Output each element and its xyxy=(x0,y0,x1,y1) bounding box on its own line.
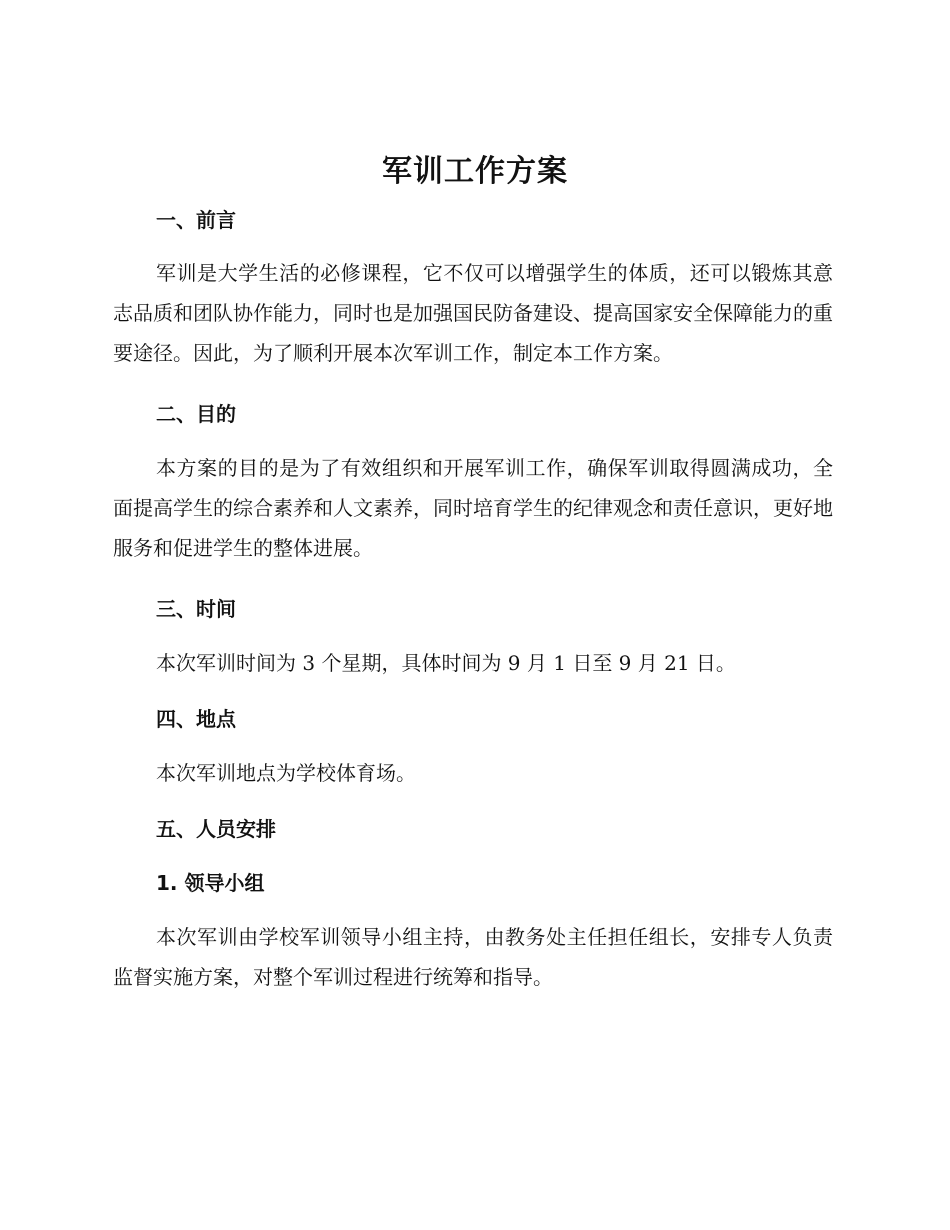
section-body-time: 本次军训时间为 3 个星期，具体时间为 9 月 1 日至 9 月 21 日。 xyxy=(156,651,736,675)
section-heading-time: 三、时间 xyxy=(156,597,236,621)
section-body-leadership: 本次军训由学校军训领导小组主持，由教务处主任担任组长，安排专人负责监督实施方案，对整个军训过程进行统筹和指导。 xyxy=(113,925,833,989)
section-heading-preface: 一、前言 xyxy=(156,208,236,232)
section-body-location: 本次军训地点为学校体育场。 xyxy=(156,761,416,785)
section-body-purpose: 本方案的目的是为了有效组织和开展军训工作，确保军训取得圆满成功，全面提高学生的综合素养和人文素养，同时培育学生的纪律观念和责任意识，更好地服务和促进学生的整体进展。 xyxy=(113,456,833,560)
subsection-heading-leadership: 1. 领导小组 xyxy=(156,871,265,895)
section-heading-purpose: 二、目的 xyxy=(156,402,236,426)
section-body-preface: 军训是大学生活的必修课程，它不仅可以增强学生的体质，还可以锻炼其意志品质和团队协作能力，同时也是加强国民防备建设、提高国家安全保障能力的重要途径。因此，为了顺利开展本次军训工作，制定本工作方案。 xyxy=(113,261,833,365)
section-heading-staffing: 五、人员安排 xyxy=(156,817,276,841)
section-heading-location: 四、地点 xyxy=(156,707,236,731)
document-title: 军训工作方案 xyxy=(382,154,568,189)
